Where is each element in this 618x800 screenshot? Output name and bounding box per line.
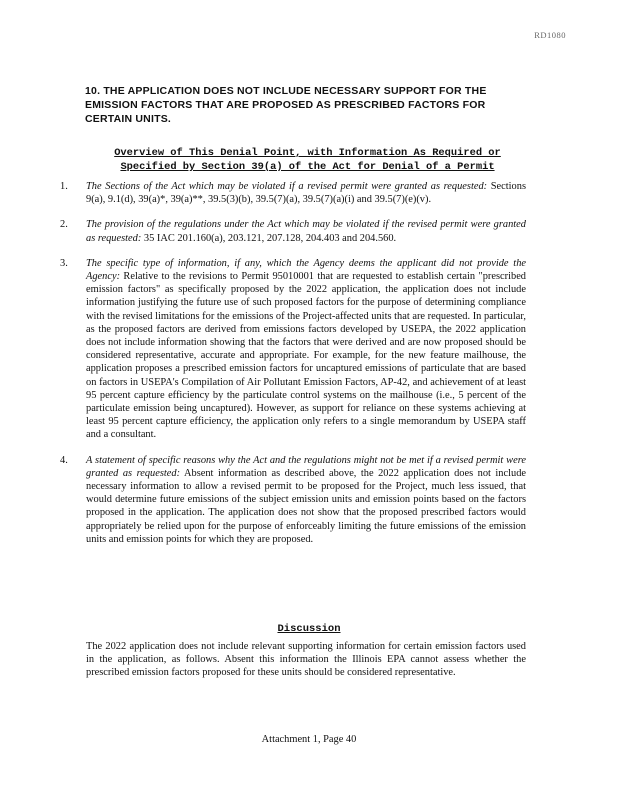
item-text: Relative to the revisions to Permit 95010001 that are requested to establish certain "prescribed emission factors" as specifically proposed by the 2022 application, the application does not include information justifying the future use of such proposed factors for the purpose of determining compliance with the revised limitations for the emissions of the Project-affected units that are requested. In particular, as the proposed factors are derived from emissions factors developed by USEPA, the 2022 application does not include information showing that the factors that were derived and are now proposed should be considered representative, accurate and appropriate. For example, for the new feature mailhouse, the application proposes a prescribed emission factors for uncaptured emissions of particulate that are based on factors in USEPA's Compilation of Air Pollutant Emission Factors, AP-42, and achievement of at least 95 percent capture efficiency by the particulate control systems on the mailhouse (i.e., 5 percent of the particulate emission being uncaptured). However, as support for reliance on these systems achieving at least 95 percent capture efficiency, the application only refers to a single memorandum by USEPA staff and a consultant. bbox=[86, 271, 526, 441]
page-id: RD1080 bbox=[534, 30, 566, 40]
discussion-title: Discussion bbox=[277, 623, 341, 635]
item-number: 4. bbox=[60, 454, 68, 466]
list-item bbox=[60, 180, 526, 206]
item-lead: A statement of specific reasons why the Act and the regulations might not be met if a revised permit were granted as requested: bbox=[86, 454, 526, 479]
discussion-body: The 2022 application does not include relevant supporting information for certain emission factors used in the application, as follows. Absent this information the Illinois EPA cannot assess whether the prescribed emission factors proposed for these units should be considered representative. bbox=[86, 641, 526, 679]
item-number: 2. bbox=[60, 219, 68, 231]
overview-subheading: Overview of This Denial Point, with Information As Required or Specified by Section 39(a) of the Act for Denial of a Permit bbox=[114, 147, 501, 173]
item-number: 3. bbox=[60, 257, 68, 269]
item-text: Absent information as described above, the 2022 application does not include necessary information to allow a revised permit to be proposed for the Project, much less issued, that would determine future emissions of the subject emission units and emission points based on the factors proposed in the application. The application does not show that the proposed prescribed factors would appropriately be relied upon for the purpose of enforceably limiting the future emissions of the emission units and emission points for which they are proposed. bbox=[86, 467, 526, 545]
item-text: Sections 9(a), 9.1(d), 39(a)*, 39(a)**, 39.5(3)(b), 39.5(7)(a), 39.5(7)(a)(i) and 39.5(7)(e)(v). bbox=[86, 181, 526, 206]
item-text: 35 IAC 201.160(a), 203.121, 207.128, 204.403 and 204.560. bbox=[141, 232, 397, 244]
item-number: 1. bbox=[60, 181, 68, 192]
section-heading: 10. THE APPLICATION DOES NOT INCLUDE NECESSARY SUPPORT FOR THE EMISSION FACTORS THAT ARE PROPOSED AS PRESCRIBED FACTORS FOR CERTAIN UNITS. bbox=[85, 85, 487, 125]
page-footer: Attachment 1, Page 40 bbox=[261, 734, 357, 745]
item-lead: The Sections of the Act which may be violated if a revised permit were granted as requested: bbox=[86, 181, 488, 192]
item-lead: The specific type of information, if any, which the Agency deems the applicant did not provide the Agency: bbox=[86, 257, 526, 283]
numbered-list bbox=[60, 180, 526, 546]
item-lead: The provision of the regulations under the Act which may be violated if the revised permit were granted as requested: bbox=[86, 219, 526, 244]
list-item bbox=[60, 257, 526, 442]
list-item bbox=[60, 454, 526, 546]
list-item bbox=[60, 218, 526, 244]
